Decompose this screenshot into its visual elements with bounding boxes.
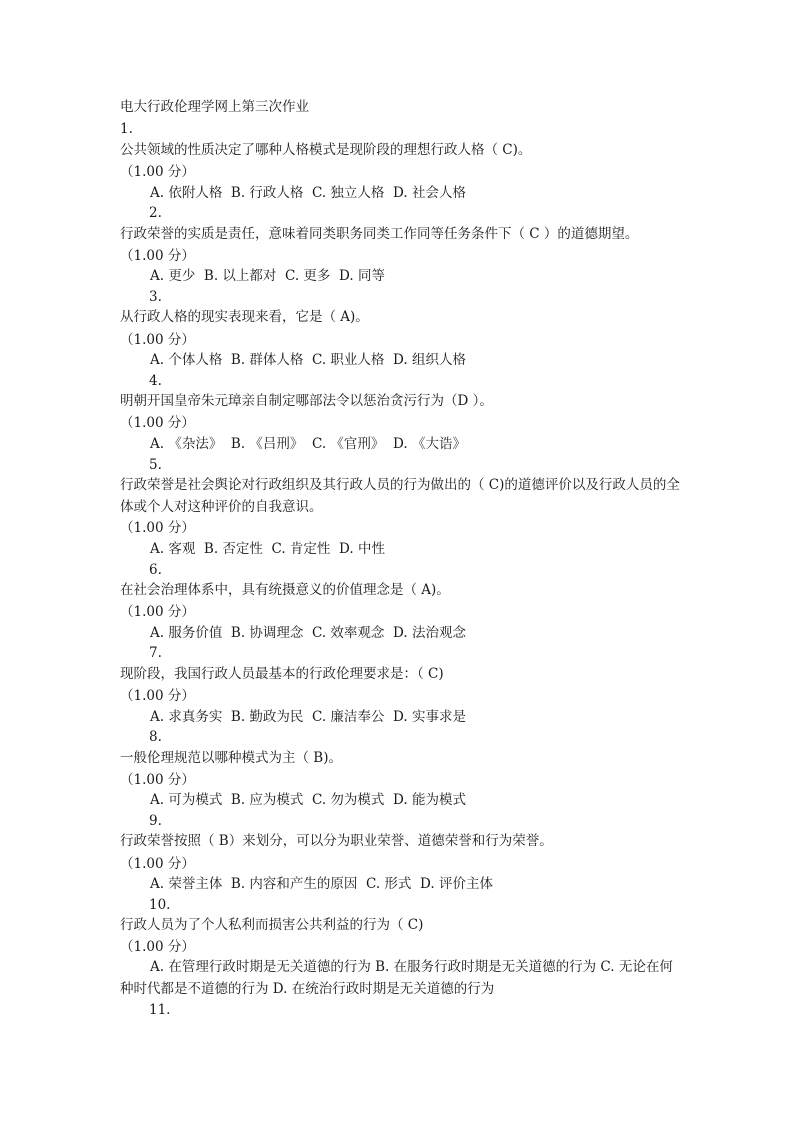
question-options: A. 个体人格 B. 群体人格 C. 职业人格 D. 组织人格: [150, 352, 466, 368]
question-score: （1.00 分）: [120, 415, 195, 431]
question-number: 11.: [149, 1002, 171, 1018]
question-score: （1.00 分）: [120, 520, 195, 536]
question-stem: 从行政人格的现实表现来看，它是（ A)。: [120, 309, 369, 325]
question-options: A. 可为模式 B. 应为模式 C. 勿为模式 D. 能为模式: [150, 792, 466, 808]
question-score: （1.00 分）: [120, 688, 195, 704]
question-options: A. 求真务实 B. 勤政为民 C. 廉洁奉公 D. 实事求是: [150, 709, 466, 725]
question-number: 9.: [149, 813, 162, 829]
question-score: （1.00 分）: [120, 772, 195, 788]
question-number: 5.: [149, 457, 162, 473]
question-number: 7.: [149, 645, 162, 661]
question-number: 8.: [149, 729, 162, 745]
question-score: （1.00 分）: [120, 939, 195, 955]
question-stem: 一般伦理规范以哪种模式为主（ B)。: [120, 750, 342, 766]
question-number: 2.: [149, 205, 162, 221]
question-score: （1.00 分）: [120, 856, 195, 872]
question-options: A. 在管理行政时期是无关道德的行为 B. 在服务行政时期是无关道德的行为 C. 无论在何种时代都是不道德的行为 D. 在统治行政时期是无关道德的行为: [120, 959, 673, 997]
question-options: A. 客观 B. 否定性 C. 肯定性 D. 中性: [150, 541, 385, 557]
question-stem: 行政荣誉的实质是责任，意味着同类职务同类工作同等任务条件下（ C ）的道德期望。: [120, 226, 639, 242]
question-stem: 在社会治理体系中，具有统摄意义的价值理念是（ A)。: [120, 582, 450, 598]
question-options: A. 更少 B. 以上都对 C. 更多 D. 同等: [150, 268, 385, 284]
question-score: （1.00 分）: [120, 604, 195, 620]
question-number: 4.: [149, 373, 162, 389]
question-stem: 公共领域的性质决定了哪种人格模式是现阶段的理想行政人格（ C)。: [120, 142, 532, 158]
question-score: （1.00 分）: [120, 332, 195, 348]
question-stem: 现阶段，我国行政人员最基本的行政伦理要求是：（ C): [120, 666, 444, 682]
question-stem: 行政荣誉按照（ B）来划分，可以分为职业荣誉、道德荣誉和行为荣誉。: [120, 833, 553, 849]
question-options: A. 荣誉主体 B. 内容和产生的原因 C. 形式 D. 评价主体: [150, 876, 493, 892]
document-title: 电大行政伦理学网上第三次作业: [120, 99, 309, 115]
question-stem: 行政荣誉是社会舆论对行政组织及其行政人员的行为做出的（ C)的道德评价以及行政人员的全体或个人对这种评价的自我意识。: [120, 477, 680, 515]
question-number: 6.: [149, 562, 162, 578]
question-options: A. 服务价值 B. 协调理念 C. 效率观念 D. 法治观念: [150, 625, 466, 641]
question-number: 10.: [149, 897, 171, 913]
question-score: （1.00 分）: [120, 164, 195, 180]
question-number: 1.: [120, 121, 133, 137]
question-stem: 明朝开国皇帝朱元璋亲自制定哪部法令以惩治贪污行为（D ）。: [120, 393, 493, 409]
question-options: A. 依附人格 B. 行政人格 C. 独立人格 D. 社会人格: [150, 185, 466, 201]
question-number: 3.: [149, 289, 162, 305]
question-options: A. 《杂法》 B. 《吕刑》 C. 《官刑》 D. 《大诰》: [150, 436, 466, 452]
question-score: （1.00 分）: [120, 248, 195, 264]
question-stem: 行政人员为了个人私利而损害公共利益的行为（ C): [120, 917, 424, 933]
